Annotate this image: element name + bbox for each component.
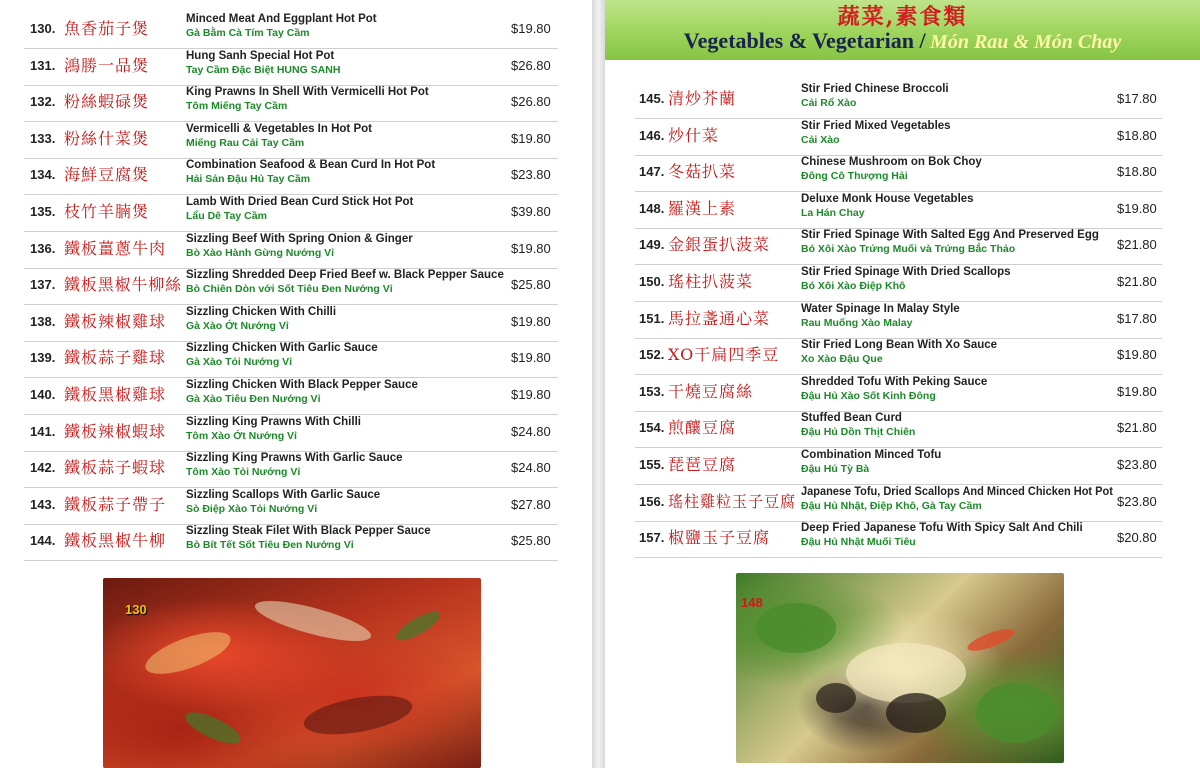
item-name-english: Stir Fried Mixed Vegetables xyxy=(801,119,951,132)
item-number: 136. xyxy=(30,240,56,256)
item-number: 141. xyxy=(30,423,56,439)
item-price: $17.80 xyxy=(1117,91,1157,106)
menu-item-row xyxy=(605,411,1200,448)
menu-item-row xyxy=(0,305,592,342)
item-name-chinese: 鐵板蒜子蝦球 xyxy=(64,458,167,478)
item-number: 149. xyxy=(639,237,665,253)
item-name-chinese: 鐵板蒜子雞球 xyxy=(64,348,167,368)
item-price: $27.80 xyxy=(511,496,551,512)
menu-item-row xyxy=(0,195,592,232)
item-name-vietnamese: Tôm Xào Tỏi Nướng Vỉ xyxy=(186,466,301,479)
item-name-english: Sizzling King Prawns With Chilli xyxy=(186,415,361,428)
item-price: $19.80 xyxy=(511,350,551,366)
page-gutter xyxy=(592,0,605,768)
item-number: 138. xyxy=(30,313,56,329)
item-name-vietnamese: Đậu Hủ Tỳ Bà xyxy=(801,463,870,475)
item-number: 144. xyxy=(30,533,56,549)
menu-page-right xyxy=(605,0,1200,768)
item-price: $24.80 xyxy=(511,423,551,439)
item-name-chinese: XO干扁四季豆 xyxy=(668,345,780,365)
item-name-chinese: 鐵板辣椒雞球 xyxy=(64,311,167,331)
item-price: $21.80 xyxy=(1117,274,1157,289)
section-title-vietnamese: Món Rau & Món Chay xyxy=(930,31,1122,53)
item-name-chinese: 鐵板黑椒雞球 xyxy=(64,385,167,404)
item-name-english: Stir Fried Spinage With Salted Egg And Preserved Egg xyxy=(801,229,1099,242)
item-name-english: Stir Fried Chinese Broccoli xyxy=(801,83,949,95)
item-name-chinese: 鐵板薑蔥牛肉 xyxy=(64,238,167,258)
item-number: 146. xyxy=(639,127,665,143)
item-name-chinese: 椒鹽玉子豆腐 xyxy=(668,528,771,548)
item-name-chinese: 煎釀豆腐 xyxy=(668,418,737,438)
item-price: $19.80 xyxy=(1117,200,1157,216)
item-number: 153. xyxy=(639,383,665,399)
menu-item-row xyxy=(605,302,1200,339)
section-title-english: Vegetables & Vegetarian / xyxy=(683,28,926,53)
menu-item-row xyxy=(0,451,592,488)
item-price: $19.80 xyxy=(1117,383,1157,399)
item-number: 131. xyxy=(30,57,56,73)
item-name-vietnamese: Hải Sản Đậu Hủ Tay Cầm xyxy=(186,173,311,186)
section-title-chinese: 蔬菜,素食類 xyxy=(837,4,968,30)
item-price: $23.80 xyxy=(511,167,551,183)
item-price: $18.80 xyxy=(1117,164,1157,180)
item-name-chinese: 馬拉盞通心菜 xyxy=(668,308,771,328)
item-number: 137. xyxy=(30,277,56,293)
item-name-vietnamese: Gà Bằm Cà Tím Tay Cầm xyxy=(186,27,310,39)
photo-number-label: 130 xyxy=(125,602,147,617)
dish-photo-monk-vegetables xyxy=(736,573,1064,763)
section-title xyxy=(605,28,1200,54)
item-name-chinese: 粉絲蝦碌煲 xyxy=(64,92,150,112)
item-number: 132. xyxy=(30,94,56,110)
item-name-english: Sizzling Scallops With Garlic Sauce xyxy=(186,488,381,501)
item-name-english: Deep Fried Japanese Tofu With Spicy Salt And Chili xyxy=(801,522,1083,535)
menu-item-row xyxy=(0,378,592,415)
item-number: 150. xyxy=(639,274,665,289)
item-name-vietnamese: Gà Xào Tiêu Đen Nướng Vỉ xyxy=(186,393,321,405)
item-price: $19.80 xyxy=(511,130,551,146)
item-name-vietnamese: Bò Chiên Dòn với Sốt Tiêu Đen Nướng Vỉ xyxy=(186,283,393,296)
menu-item-row xyxy=(0,122,592,159)
item-price: $23.80 xyxy=(1117,493,1157,509)
item-name-vietnamese: Đậu Hủ Nhật, Điệp Khô, Gà Tay Cầm xyxy=(801,499,982,512)
item-name-english: Hung Sanh Special Hot Pot xyxy=(186,49,335,62)
item-name-vietnamese: Đậu Hủ Xào Sốt Kinh Đông xyxy=(801,389,936,402)
item-name-english: King Prawns In Shell With Vermicelli Hot Pot xyxy=(186,86,429,99)
menu-item-row xyxy=(0,524,592,561)
menu-item-row xyxy=(605,82,1200,119)
menu-item-row xyxy=(605,155,1200,192)
item-name-english: Sizzling Chicken With Garlic Sauce xyxy=(186,342,378,355)
menu-item-row xyxy=(605,448,1200,485)
item-price: $17.80 xyxy=(1117,310,1157,326)
item-name-vietnamese: Đậu Hủ Dồn Thịt Chiên xyxy=(801,426,916,439)
item-number: 140. xyxy=(30,387,56,402)
item-number: 142. xyxy=(30,460,56,476)
item-price: $39.80 xyxy=(511,204,551,219)
item-name-chinese: 清炒芥蘭 xyxy=(668,89,737,108)
item-name-chinese: 瑤柱扒菠菜 xyxy=(668,272,754,291)
menu-item-row xyxy=(605,228,1200,265)
item-name-chinese: 冬菇扒菜 xyxy=(668,162,737,182)
item-price: $19.80 xyxy=(511,21,551,36)
item-name-chinese: 琵琶豆腐 xyxy=(668,455,737,474)
item-name-english: Sizzling Chicken With Black Pepper Sauce xyxy=(186,379,418,391)
item-name-vietnamese: Cải Rổ Xào xyxy=(801,97,857,109)
item-name-english: Lamb With Dried Bean Curd Stick Hot Pot xyxy=(186,196,414,208)
item-price: $25.80 xyxy=(511,277,551,293)
item-name-english: Sizzling Shredded Deep Fried Beef w. Black Pepper Sauce xyxy=(186,269,504,282)
item-name-english: Vermicelli & Vegetables In Hot Pot xyxy=(186,122,372,135)
menu-item-row xyxy=(605,338,1200,375)
item-number: 147. xyxy=(639,164,665,180)
item-price: $24.80 xyxy=(511,460,551,476)
item-name-english: Sizzling Beef With Spring Onion & Ginger xyxy=(186,232,413,245)
item-name-chinese: 海鮮豆腐煲 xyxy=(64,165,150,185)
item-name-english: Combination Minced Tofu xyxy=(801,449,942,461)
item-number: 157. xyxy=(639,530,665,546)
item-price: $19.80 xyxy=(511,313,551,329)
item-name-chinese: 鐵板黑椒牛柳 xyxy=(64,531,167,551)
item-name-chinese: 魚香茄子煲 xyxy=(64,19,150,38)
item-name-vietnamese: Tôm Miếng Tay Cầm xyxy=(186,100,288,113)
item-number: 156. xyxy=(639,493,665,509)
item-price: $19.80 xyxy=(511,387,551,402)
item-name-english: Water Spinage In Malay Style xyxy=(801,302,960,315)
menu-item-row xyxy=(0,49,592,86)
item-name-chinese: 金銀蛋扒菠菜 xyxy=(668,235,771,255)
item-name-vietnamese: Bó Xôi Xào Điệp Khô xyxy=(801,280,906,292)
item-price: $18.80 xyxy=(1117,127,1157,143)
item-number: 133. xyxy=(30,130,56,146)
item-number: 148. xyxy=(639,200,665,216)
item-number: 134. xyxy=(30,167,56,183)
menu-item-row xyxy=(0,158,592,195)
row-divider xyxy=(24,560,558,561)
item-name-chinese: 炒什菜 xyxy=(668,125,720,145)
item-name-english: Sizzling King Prawns With Garlic Sauce xyxy=(186,452,403,465)
item-name-vietnamese: Bò Bít Tết Sốt Tiêu Đen Nướng Vỉ xyxy=(186,539,354,552)
item-name-vietnamese: Lẩu Dê Tay Cầm xyxy=(186,210,267,222)
item-name-english: Deluxe Monk House Vegetables xyxy=(801,192,974,205)
item-number: 151. xyxy=(639,310,665,326)
menu-item-row xyxy=(0,12,592,49)
item-name-english: Stuffed Bean Curd xyxy=(801,412,902,425)
item-price: $26.80 xyxy=(511,94,551,110)
item-name-vietnamese: La Hán Chay xyxy=(801,206,865,219)
menu-page-left xyxy=(0,0,592,768)
row-divider xyxy=(635,557,1162,558)
item-name-english: Shredded Tofu With Peking Sauce xyxy=(801,375,988,388)
menu-item-row xyxy=(0,488,592,525)
item-name-vietnamese: Cải Xào xyxy=(801,133,840,146)
item-name-vietnamese: Tay Cầm Đặc Biệt HUNG SANH xyxy=(186,63,341,76)
item-name-english: Stir Fried Spinage With Dried Scallops xyxy=(801,266,1011,278)
dish-photo-eggplant-hot-pot xyxy=(103,578,481,768)
item-name-chinese: 鐵板辣椒蝦球 xyxy=(64,421,167,441)
item-name-vietnamese: Miếng Rau Cải Tay Cầm xyxy=(186,136,305,149)
menu-item-row xyxy=(605,375,1200,412)
item-name-vietnamese: Tôm Xào Ớt Nướng Vỉ xyxy=(186,429,297,442)
menu-item-row xyxy=(605,265,1200,302)
item-name-vietnamese: Đậu Hủ Nhật Muối Tiêu xyxy=(801,536,916,549)
item-name-english: Stir Fried Long Bean With Xo Sauce xyxy=(801,339,998,352)
item-price: $20.80 xyxy=(1117,530,1157,546)
item-name-chinese: 干燒豆腐絲 xyxy=(668,381,754,401)
item-name-chinese: 瑤柱雞粒玉子豆腐 xyxy=(668,491,796,511)
item-price: $26.80 xyxy=(511,57,551,73)
item-name-chinese: 羅漢上素 xyxy=(668,198,737,218)
item-name-vietnamese: Xo Xào Đậu Que xyxy=(801,353,883,366)
item-price: $19.80 xyxy=(1117,347,1157,363)
item-name-english: Combination Seafood & Bean Curd In Hot Pot xyxy=(186,159,436,172)
photo-number-label: 148 xyxy=(741,595,763,610)
item-name-chinese: 鐵板黑椒牛柳絲 xyxy=(64,275,183,295)
item-price: $21.80 xyxy=(1117,420,1157,436)
item-number: 139. xyxy=(30,350,56,366)
item-name-chinese: 鴻勝一品煲 xyxy=(64,55,150,75)
menu-item-row xyxy=(605,521,1200,558)
item-name-vietnamese: Sò Điệp Xào Tỏi Nướng Vỉ xyxy=(186,502,318,515)
item-name-chinese: 粉絲什菜煲 xyxy=(64,128,150,148)
menu-item-row xyxy=(605,485,1200,522)
item-number: 152. xyxy=(639,347,665,363)
item-number: 145. xyxy=(639,91,665,106)
menu-item-row xyxy=(0,341,592,378)
item-name-chinese: 枝竹羊腩煲 xyxy=(64,202,150,221)
item-number: 135. xyxy=(30,204,56,219)
item-number: 155. xyxy=(639,457,665,472)
item-name-vietnamese: Gà Xào Ớt Nướng Vỉ xyxy=(186,319,289,332)
item-name-vietnamese: Đông Cô Thượng Hải xyxy=(801,170,908,183)
item-price: $23.80 xyxy=(1117,457,1157,472)
menu-item-row xyxy=(0,415,592,452)
item-name-vietnamese: Bó Xôi Xào Trứng Muối và Trứng Bắc Thảo xyxy=(801,243,1016,256)
menu-item-row xyxy=(0,232,592,269)
item-price: $25.80 xyxy=(511,533,551,549)
menu-item-row xyxy=(0,85,592,122)
item-number: 143. xyxy=(30,496,56,512)
item-number: 130. xyxy=(30,21,56,36)
item-name-english: Chinese Mushroom on Bok Choy xyxy=(801,156,982,169)
item-name-english: Sizzling Chicken With Chilli xyxy=(186,305,337,318)
item-price: $19.80 xyxy=(511,240,551,256)
item-name-vietnamese: Rau Muống Xào Malay xyxy=(801,316,913,329)
item-number: 154. xyxy=(639,420,665,436)
item-name-english: Sizzling Steak Filet With Black Pepper Sauce xyxy=(186,525,431,538)
item-price: $21.80 xyxy=(1117,237,1157,253)
item-name-vietnamese: Bò Xào Hành Gừng Nướng Vỉ xyxy=(186,246,335,259)
menu-item-row xyxy=(0,268,592,305)
menu-item-row xyxy=(605,119,1200,156)
section-banner xyxy=(605,0,1200,60)
item-name-vietnamese: Gà Xào Tỏi Nướng Vỉ xyxy=(186,356,293,369)
item-name-english: Japanese Tofu, Dried Scallops And Minced Chicken Hot Pot xyxy=(801,485,1113,498)
menu-item-row xyxy=(605,192,1200,229)
item-name-english: Minced Meat And Eggplant Hot Pot xyxy=(186,13,377,25)
item-name-chinese: 鐵板蒜子帶子 xyxy=(64,494,167,514)
